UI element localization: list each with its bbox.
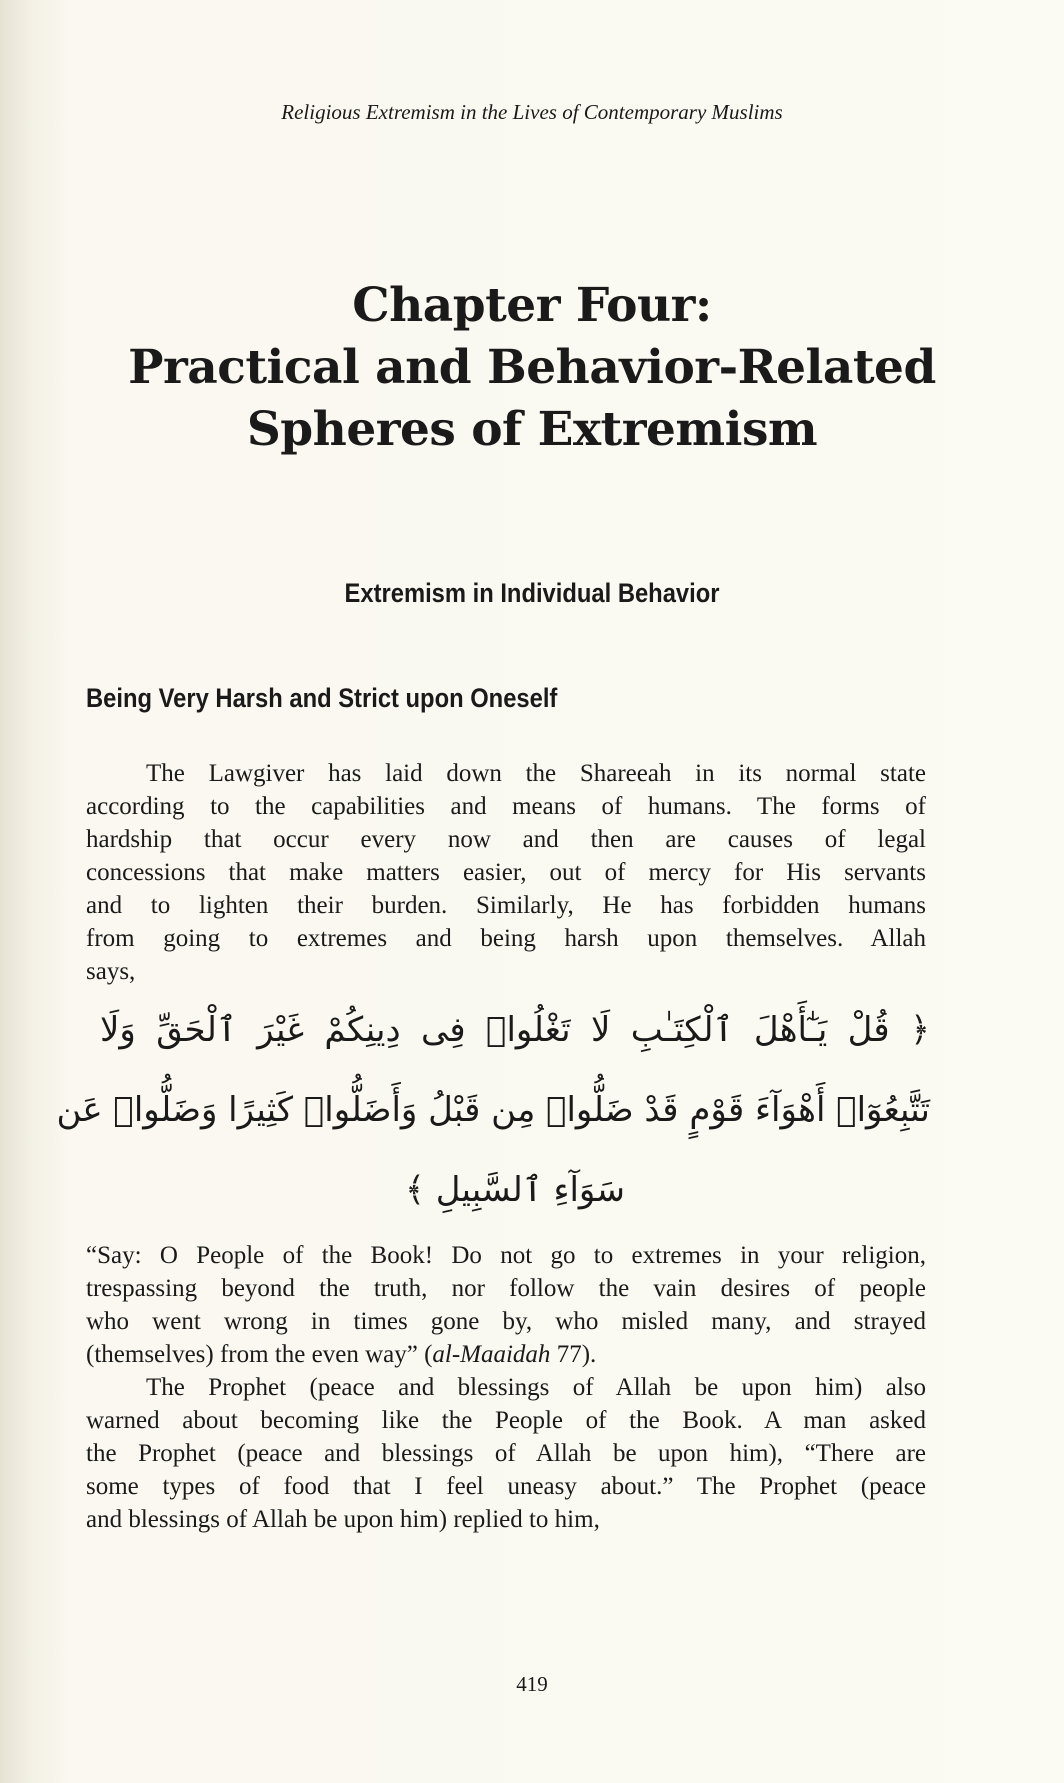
text-line: and blessings of Allah be upon him) replied to him, (86, 1506, 600, 1533)
translation-end: (themselves) from the even way” (86, 1341, 418, 1368)
running-header: Religious Extremism in the Lives of Contemporary Muslims (281, 100, 783, 124)
text-line: says, (86, 958, 136, 985)
section-heading: Extremism in Individual Behavior (344, 578, 720, 608)
page-number: 419 (516, 1672, 548, 1696)
arabic-line: سَوَآءِ ٱلسَّبِيلِ ﴾ (405, 1170, 625, 1210)
arabic-line: تَتَّبِعُوٓا۟ أَهْوَآءَ قَوْمٍ قَدْ ضَلُّوا۟ مِن قَبْلُ وَأَضَلُّوا۟ كَثِيرًا وَضَلُّوا۟ عَن (56, 1090, 930, 1130)
text-line: warned about becoming like the People of the Book. A man asked (86, 1407, 926, 1434)
text-line: (themselves) from the even way” (al-Maaidah 77). (86, 1341, 597, 1368)
subheading: Being Very Harsh and Strict upon Oneself (86, 683, 558, 713)
verse-translation (86, 1239, 926, 1536)
text-line: The Prophet (peace and blessings of Allah be upon him) also (146, 1374, 926, 1401)
chapter-title (0, 275, 1064, 461)
chapter-title-line: Spheres of Extremism (246, 402, 818, 457)
citation-surah: al-Maaidah (432, 1341, 551, 1368)
text-line: from going to extremes and being harsh upon themselves. Allah (86, 925, 926, 952)
arabic-line: ﴿ قُلْ يَـٰٓأَهْلَ ٱلْكِتَـٰبِ لَا تَغْلُوا۟ فِى دِينِكُمْ غَيْرَ ٱلْحَقِّ وَلَا (100, 1010, 930, 1050)
text-line: hardship that occur every now and then are causes of legal (86, 826, 926, 853)
text-line: who went wrong in times gone by, who misled many, and strayed (86, 1308, 926, 1335)
citation-verse: 77). (550, 1341, 597, 1368)
text-line: concessions that make matters easier, out of mercy for His servants (86, 859, 926, 886)
quran-verse (56, 990, 930, 1230)
text-line: according to the capabilities and means of humans. The forms of (86, 793, 926, 820)
text-line: and to lighten their burden. Similarly, He has forbidden humans (86, 892, 926, 919)
text-line: the Prophet (peace and blessings of Allah be upon him), “There are (86, 1440, 926, 1467)
text-line: some types of food that I feel uneasy about.” The Prophet (peace (86, 1473, 926, 1500)
text-line: “Say: O People of the Book! Do not go to extremes in your religion, (86, 1242, 926, 1269)
text-line: trespassing beyond the truth, nor follow the vain desires of people (86, 1275, 926, 1302)
text-line: The Lawgiver has laid down the Shareeah in its normal state (146, 760, 926, 787)
paragraph-1 (86, 757, 926, 988)
chapter-title-line: Chapter Four: (352, 278, 712, 333)
chapter-title-line: Practical and Behavior-Related (128, 340, 936, 395)
